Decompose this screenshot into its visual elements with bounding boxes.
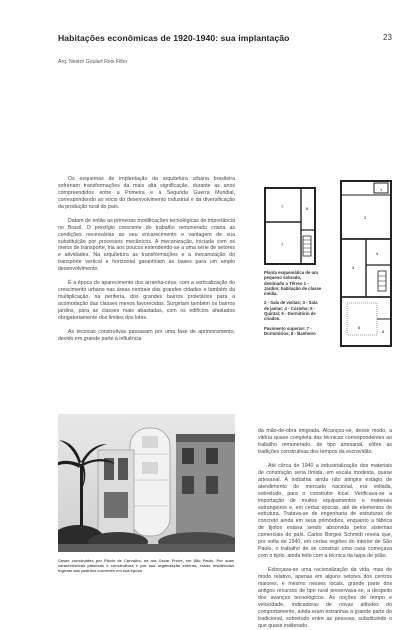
page-title: Habitações econômicas de 1920-1940: sua implantação [58, 33, 290, 43]
body-column-right [258, 428, 392, 630]
page-number: 23 [383, 33, 392, 42]
body-column-left [58, 176, 235, 350]
ground-floor-plan [338, 179, 394, 349]
legend-item: Pavimento superior: 7 - Dormitórios; 8 - Banheiro [264, 325, 316, 336]
room-label: 8 [306, 206, 309, 211]
author-name: Arq. Nestor Goulart Reis Filho [58, 59, 128, 65]
paragraph: Os esquemas de implantação da arquitetura urbana brasileira sofreriam transformações da mais alta significação, durante as anos compreendidos entre a Primeira e a Segunda Guerra Mundial, correspondendo ao início do desenvolvimento industrial e da diversificação da produção rural do país. [58, 176, 235, 210]
room-label: 1 [380, 187, 383, 192]
room-label: 7 [281, 204, 284, 209]
room-label: 3 [352, 265, 355, 270]
paragraph: da mão-de-obra imigrada. Alcançou-se, desse modo, a vitória quase completa das técnicas correspondentes ao trabalho remunerado, de tipo artesanal, sôbre as tradições construtivas dos tempos da escravidão. [258, 428, 392, 455]
room-label: 4 [376, 251, 379, 256]
room-label: 5 [358, 325, 361, 330]
room-label: 6 [382, 329, 385, 334]
building-photograph [58, 414, 235, 552]
paragraph: Até cêrca de 1940 a industrialização dos materiais de construção seria tímida, em escala modesta, quase artesanal. A indústria ainda não atingira estágio de atendimento do mercado nacional, era voltada, sobretudo, para o construtor local. Verificava-se a importação de muitos equipamentos e materiais estrangeiros e, em certas épocas, até de elementos de estrutura. Tratava-se de engenharia de estruturas de concreto ainda em seus primórdios, enquanto a fábrica de tijolos estava sendo absorvida pelos sistemas comerciais do país. Carlos Borges Schmidt revela que, por volta de 1940, em certas regiões do interior de São Paulo, o trabalho de se construir uma casa começava com o tijolo, ainda feito com a técnica da taipa de pilão. [258, 462, 392, 560]
room-label: 7 [281, 242, 284, 247]
legend-item: Planta esquemática de um pequeno sobrado, destinado a Têrreo 1 - Jardim; habitação de classe média. [264, 270, 322, 297]
paragraph: As técnicas construtivas passavam por uma fase de aprimoramento, devido em grande parte à influência [58, 328, 235, 342]
upper-floor-plan [263, 186, 323, 266]
paragraph: É a época do aparecimento dos arranha-céus, com a verticalização do crescimento urbano nas áreas centrais das grandes cidades e também da multiplicação, na periferia, dos grandes bairros proletários para a acomodação das classes menos favorecidas. Surgiriam também os bairros jardins, para as classes mais abastadas, com os edifícios afastados obrigatoriamente dos limites dos lotes. [58, 280, 235, 321]
plan-legend [264, 270, 322, 340]
room-label: 2 [364, 215, 367, 220]
paragraph: Esboçava-se uma racionalização da vida, mas de modo relativo, apenas em alguns setores dos centros maiores, e mesmo nesses locais, grande parte dos antigos recursos de tipo rural preservava-se, a despeito dos avanços tecnológicos. As noções de tempo e velocidade, indicadoras de novas atitudes do comportamento, ainda eram estranhas a grande parte do tradicional, sobretudo entre as pessoas, substituindo o que quase inalterado. [258, 567, 392, 629]
paragraph: Datam de então as primeiras modificações tecnológicas de importância no Brasil. O prestígio crescente do trabalho remunerado criaria as condições necessárias ao seu encarecimento e vantagem de sua substituição por processos mecânicos. A mecanização, iniciada com os meios de transporte, iria aos poucos estendendo-se a uma série de setores e atividades. Na arquitetura as transformações e a mecanização do transporte vertical e horizontal garantiriam as bases para um amplo desenvolvimento. [58, 217, 235, 273]
photo-caption: Casas construídas por Flávio de Carvalho, na rua Oscar Freire, em São Paulo. Por suas características plásticas e construtivas e por sua organização externa, essas residências fugiram aos padrões correntes em sua época [58, 558, 234, 573]
legend-item: 2 - Sala de visitas; 3 - Sala de jantar; 4 - Cozinha; 5 - Quintal; 6 - Dormitório de criados. [264, 300, 318, 322]
